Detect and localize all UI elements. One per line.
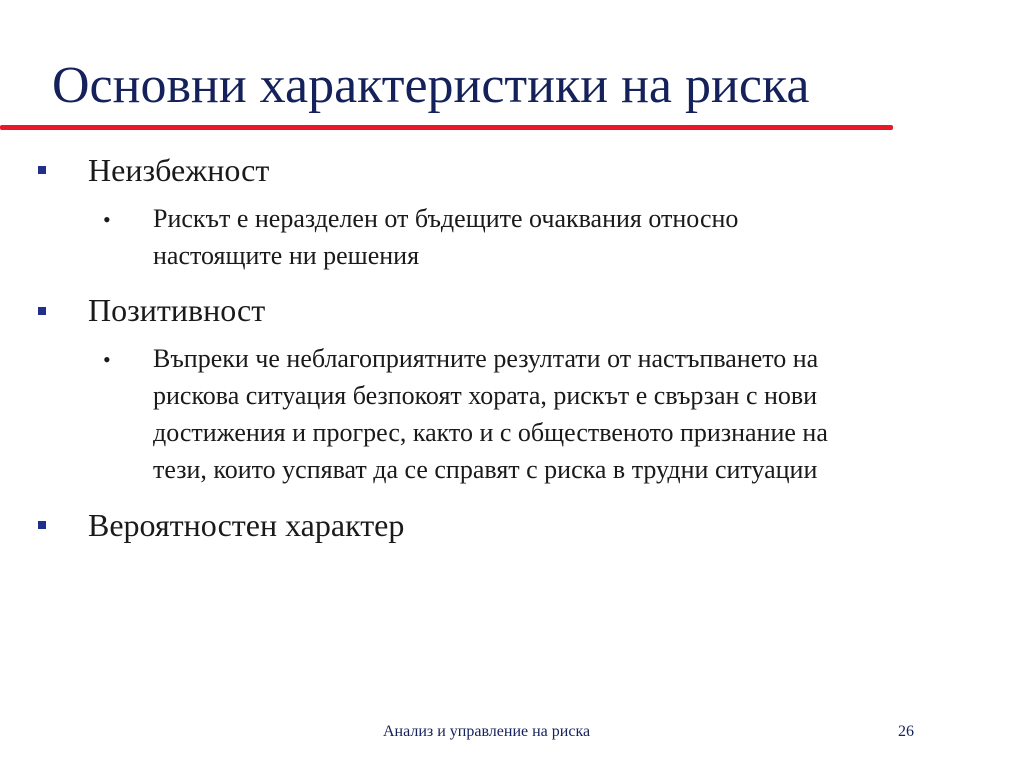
dot-bullet-icon: • bbox=[103, 347, 111, 372]
dot-bullet-icon: • bbox=[103, 207, 111, 232]
sub-bullet-2 bbox=[153, 340, 993, 488]
bullet-heading-2: Позитивност bbox=[88, 292, 266, 328]
slide-title: Основни характеристики на риска bbox=[52, 57, 810, 114]
sub-bullet-line: Въпреки че неблагоприятните резултати от настъпването на bbox=[153, 344, 819, 373]
footer-title: Анализ и управление на риска bbox=[383, 723, 591, 740]
bullet-heading-3: Вероятностен характер bbox=[88, 507, 405, 543]
square-bullet-icon bbox=[38, 521, 46, 529]
sub-bullet-line: тези, които успяват да се справят с риска в трудни ситуации bbox=[153, 455, 818, 484]
sub-bullet-1 bbox=[153, 200, 993, 274]
square-bullet-icon bbox=[38, 307, 46, 315]
sub-bullet-line: Рискът е неразделен от бъдещите очаквания относно bbox=[153, 204, 739, 233]
square-bullet-icon bbox=[38, 166, 46, 174]
sub-bullet-line: настоящите ни решения bbox=[153, 241, 420, 270]
title-underline bbox=[0, 125, 893, 130]
bullet-heading-1: Неизбежност bbox=[88, 152, 270, 188]
sub-bullet-line: рискова ситуация безпокоят хората, рискът е свързан с нови bbox=[153, 381, 818, 410]
sub-bullet-line: достижения и прогрес, както и с общественото признание на bbox=[153, 418, 828, 447]
page-number: 26 bbox=[898, 723, 914, 740]
